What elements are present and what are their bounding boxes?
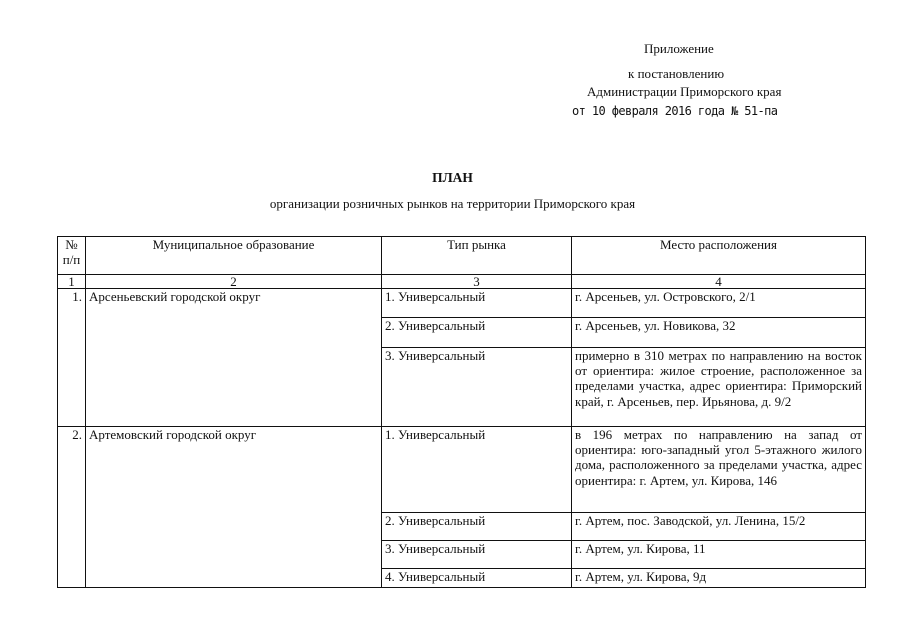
document-subtitle: организации розничных рынков на территории Приморского края [269,196,636,211]
appendix-label: Приложение [644,41,714,56]
resolution-reference: к постановлению [628,66,725,81]
market-location: г. Артем, ул. Кирова, 9д [572,569,866,588]
column-number: 3 [382,275,572,289]
column-number: 1 [58,275,86,289]
column-number-row [58,275,866,289]
table-row [58,289,866,318]
market-location: г. Арсеньев, ул. Островского, 2/1 [572,289,866,318]
column-number: 4 [572,275,866,289]
markets-table [57,236,866,588]
row-number: 1. [58,289,86,427]
market-location: в 196 метрах по направлению на запад от ориентира: юго-западный угол 5-этажного жилого дома, расположенного за пределами участка, адрес ориентира: г. Артем, ул. Кирова, 146 [572,427,866,513]
municipality-name: Арсеньевский городской округ [86,289,382,427]
column-number: 2 [86,275,382,289]
administration-name: Администрации Приморского края [587,84,782,99]
header-location: Место расположения [572,237,866,275]
table-row [58,427,866,513]
municipality-name: Артемовский городской округ [86,427,382,588]
row-number: 2. [58,427,86,588]
document-title: ПЛАН [432,170,473,185]
market-type: 3. Универсальный [382,348,572,427]
table-header-row [58,237,866,275]
market-type: 4. Универсальный [382,569,572,588]
market-type: 2. Универсальный [382,318,572,348]
header-number: № п/п [58,237,86,275]
market-location: г. Арсеньев, ул. Новикова, 32 [572,318,866,348]
market-type: 1. Универсальный [382,289,572,318]
market-type: 2. Универсальный [382,513,572,541]
market-type: 3. Универсальный [382,541,572,569]
market-location: г. Артем, пос. Заводской, ул. Ленина, 15/2 [572,513,866,541]
header-market-type: Тип рынка [382,237,572,275]
market-type: 1. Универсальный [382,427,572,513]
market-location: примерно в 310 метрах по направлению на восток от ориентира: жилое строение, расположенное за пределами участка, адрес ориентира: Приморский край, г. Арсеньев, пер. Ирьянова, д. 9/2 [572,348,866,427]
header-municipality: Муниципальное образование [86,237,382,275]
market-location: г. Артем, ул. Кирова, 11 [572,541,866,569]
resolution-date-number: от 10 февраля 2016 года № 51-па [572,104,778,118]
